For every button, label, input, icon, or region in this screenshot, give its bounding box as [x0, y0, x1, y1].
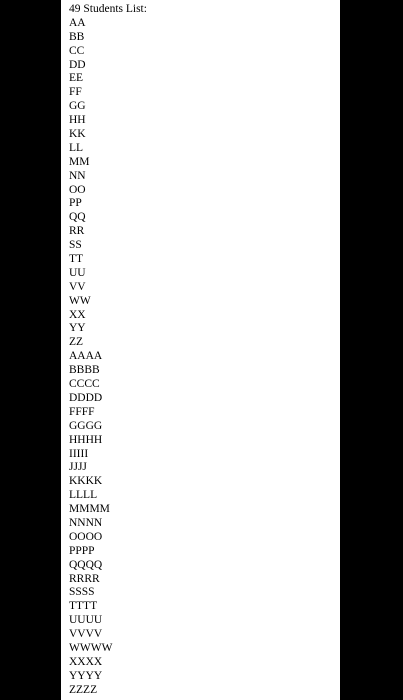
student-list-item: GGGG — [69, 419, 103, 432]
student-list-item: TT — [69, 253, 84, 266]
student-list-item: XXXX — [69, 655, 103, 668]
student-list-item: KKKK — [69, 475, 103, 488]
student-list-item: YY — [69, 322, 86, 335]
student-list-item: FF — [69, 86, 82, 99]
student-list-item: KK — [69, 128, 86, 141]
student-list-item: AAAA — [69, 350, 103, 363]
student-list-item: GG — [69, 100, 86, 113]
student-list-item: PP — [69, 197, 82, 210]
student-list-item: IIIII — [69, 447, 89, 460]
student-list-item: RR — [69, 225, 85, 238]
student-list-item: UU — [69, 266, 86, 279]
student-list-item: BBBB — [69, 364, 100, 377]
student-list-item: PPPP — [69, 544, 95, 557]
student-list-item: VV — [69, 280, 86, 293]
student-list-item: LL — [69, 141, 84, 154]
document-page — [61, 0, 340, 700]
student-list-item: CC — [69, 44, 85, 57]
student-list-item: VVVV — [69, 628, 103, 641]
student-list-item: DD — [69, 58, 86, 71]
student-list-item: UUUU — [69, 614, 103, 627]
student-list-item: SSSS — [69, 586, 95, 599]
student-list-item: NN — [69, 169, 86, 182]
student-list-item: HH — [69, 114, 86, 127]
student-list-item: YYYY — [69, 669, 103, 682]
student-list-item: LLLL — [69, 489, 98, 502]
student-list-item: SS — [69, 239, 82, 252]
student-list-item: WWWW — [69, 641, 113, 654]
student-list-item: EE — [69, 72, 84, 85]
student-list-item: HHHH — [69, 433, 103, 446]
student-list-item: QQ — [69, 211, 86, 224]
student-list-item: MM — [69, 155, 90, 168]
student-list-item: ZZ — [69, 336, 84, 349]
student-list-item: RRRR — [69, 572, 100, 585]
student-list-item: QQQQ — [69, 558, 103, 571]
student-list-item: WW — [69, 294, 91, 307]
student-list-item: JJJJ — [69, 461, 87, 474]
student-list-item: OO — [69, 183, 86, 196]
student-list — [69, 17, 340, 698]
student-list-item: BB — [69, 30, 85, 43]
list-title: 49 Students List: — [69, 3, 147, 15]
student-list-item: DDDD — [69, 391, 103, 404]
document-content — [69, 3, 340, 698]
student-list-item: XX — [69, 308, 86, 321]
student-list-item: TTTT — [69, 600, 98, 613]
student-list-item: NNNN — [69, 516, 103, 529]
student-list-item: ZZZZ — [69, 683, 98, 696]
student-list-item: MMMM — [69, 503, 110, 516]
student-list-item: OOOO — [69, 530, 103, 543]
student-list-item: FFFF — [69, 405, 95, 418]
student-list-item: CCCC — [69, 378, 100, 391]
student-list-item: AA — [69, 16, 86, 29]
